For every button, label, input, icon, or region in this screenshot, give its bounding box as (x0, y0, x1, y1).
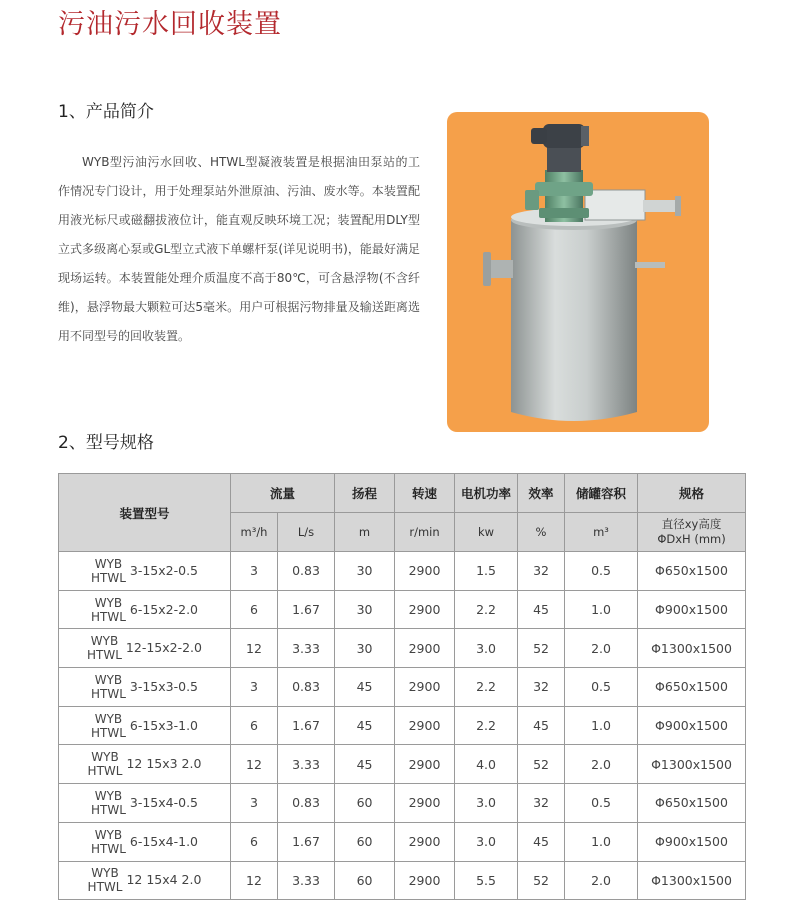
table-row (59, 822, 746, 861)
model-label (59, 828, 230, 856)
section-heading-intro: 1、产品简介 (58, 102, 154, 122)
unit-spec-line2: ΦDxH (mm) (657, 532, 726, 546)
model-prefix (88, 750, 123, 778)
cell-speed: 2900 (395, 629, 455, 668)
table-row (59, 745, 746, 784)
header-power: 电机功率 (455, 474, 518, 513)
cell-ls: 3.33 (278, 861, 335, 900)
model-label (59, 673, 230, 701)
model-prefix-top: WYB (90, 634, 119, 649)
cell-power: 3.0 (455, 822, 518, 861)
header-efficiency: 效率 (518, 474, 565, 513)
cell-m3h: 3 (231, 784, 278, 823)
cell-model (59, 784, 231, 823)
cell-eff: 52 (518, 861, 565, 900)
model-prefix-top: WYB (94, 711, 123, 726)
cell-ls: 0.83 (278, 668, 335, 707)
model-prefix-bottom: HTWL (87, 764, 123, 779)
cell-ls: 1.67 (278, 822, 335, 861)
cell-spec: Φ1300x1500 (638, 745, 746, 784)
model-prefix-bottom: HTWL (90, 609, 126, 624)
model-suffix: 6-15x2-2.0 (129, 601, 198, 617)
model-prefix-top: WYB (94, 595, 123, 610)
table-row (59, 668, 746, 707)
product-photo (447, 112, 709, 432)
cell-power: 3.0 (455, 784, 518, 823)
unit-capacity: m³ (565, 513, 638, 552)
cell-ls: 0.83 (278, 552, 335, 591)
cell-power: 2.2 (455, 668, 518, 707)
product-intro-text: WYB型污油污水回收、HTWL型凝液装置是根据油田泵站的工作情况专门设计，用于处理泵站外泄原油、污油、废水等。本装置配用液光标尺或磁翻拔液位计，能直观反映环境工况；装置配用DLY型立式多级离心泵或GL型立式液下单螺杆泵(详见说明书)，能最好满足现场运转。本装置能处理介质温度不高于80℃，可含悬浮物(不含纤维)，悬浮物最大颗粒可达5毫米。用户可根据污物排量及输送距离选用不同型号的回收装置。 (58, 155, 420, 343)
cell-model (59, 590, 231, 629)
model-prefix-bottom: HTWL (90, 686, 126, 701)
cell-spec: Φ900x1500 (638, 706, 746, 745)
cell-spec: Φ650x1500 (638, 668, 746, 707)
cell-eff: 45 (518, 590, 565, 629)
cell-eff: 45 (518, 706, 565, 745)
table-row (59, 552, 746, 591)
unit-flow-ls: L/s (278, 513, 335, 552)
cell-spec: Φ900x1500 (638, 822, 746, 861)
cell-m3h: 12 (231, 861, 278, 900)
model-label (59, 596, 230, 624)
cell-spec: Φ1300x1500 (638, 629, 746, 668)
cell-model (59, 861, 231, 900)
model-suffix: 12-15x2-2.0 (125, 640, 202, 656)
model-suffix: 3-15x2-0.5 (129, 562, 198, 578)
model-prefix-top: WYB (94, 672, 123, 687)
table-row (59, 784, 746, 823)
model-prefix-bottom: HTWL (90, 570, 126, 585)
cell-cap: 2.0 (565, 629, 638, 668)
cell-model (59, 629, 231, 668)
cell-power: 3.0 (455, 629, 518, 668)
header-flow: 流量 (231, 474, 335, 513)
cell-ls: 3.33 (278, 629, 335, 668)
cell-ls: 3.33 (278, 745, 335, 784)
model-prefix (91, 557, 126, 585)
unit-efficiency: % (518, 513, 565, 552)
cell-speed: 2900 (395, 822, 455, 861)
cell-cap: 0.5 (565, 784, 638, 823)
cell-power: 4.0 (455, 745, 518, 784)
model-suffix: 6-15x3-1.0 (129, 717, 198, 733)
cell-m3h: 12 (231, 745, 278, 784)
cell-cap: 0.5 (565, 668, 638, 707)
cell-head: 45 (335, 706, 395, 745)
table-row (59, 861, 746, 900)
model-prefix (91, 673, 126, 701)
cell-eff: 52 (518, 745, 565, 784)
model-prefix-top: WYB (94, 827, 123, 842)
model-prefix-bottom: HTWL (90, 841, 126, 856)
cell-eff: 32 (518, 784, 565, 823)
model-prefix-top: WYB (94, 556, 123, 571)
model-prefix-bottom: HTWL (90, 802, 126, 817)
model-prefix-bottom: HTWL (87, 648, 122, 663)
header-spec: 规格 (638, 474, 746, 513)
cell-cap: 1.0 (565, 706, 638, 745)
cell-power: 2.2 (455, 590, 518, 629)
cell-power: 2.2 (455, 706, 518, 745)
model-prefix-top: WYB (91, 866, 119, 881)
model-suffix: 12 15x3 2.0 (126, 756, 202, 772)
model-prefix (91, 596, 126, 624)
header-speed: 转速 (395, 474, 455, 513)
model-label (59, 712, 230, 740)
cell-head: 30 (335, 552, 395, 591)
cell-eff: 32 (518, 668, 565, 707)
cell-m3h: 6 (231, 590, 278, 629)
unit-speed: r/min (395, 513, 455, 552)
model-suffix: 12 15x4 2.0 (126, 872, 202, 888)
cell-m3h: 3 (231, 668, 278, 707)
model-label (59, 866, 230, 894)
model-prefix (91, 712, 126, 740)
cell-model (59, 745, 231, 784)
cell-head: 60 (335, 861, 395, 900)
cell-spec: Φ900x1500 (638, 590, 746, 629)
cell-ls: 1.67 (278, 706, 335, 745)
section-heading-specs: 2、型号规格 (58, 433, 154, 453)
cell-spec: Φ1300x1500 (638, 861, 746, 900)
cell-speed: 2900 (395, 590, 455, 629)
table-row (59, 629, 746, 668)
model-prefix (88, 866, 123, 894)
model-suffix: 3-15x3-0.5 (129, 678, 198, 694)
model-prefix (87, 634, 122, 662)
cell-spec: Φ650x1500 (638, 552, 746, 591)
spec-table-body (59, 552, 746, 900)
cell-cap: 0.5 (565, 552, 638, 591)
cell-head: 30 (335, 590, 395, 629)
unit-spec-line1: 直径xy高度 (661, 517, 722, 531)
model-label (59, 750, 230, 778)
model-label (59, 557, 230, 585)
cell-power: 5.5 (455, 861, 518, 900)
cell-m3h: 12 (231, 629, 278, 668)
table-row (59, 706, 746, 745)
model-suffix: 3-15x4-0.5 (129, 794, 198, 810)
page-title: 污油污水回收装置 (58, 9, 282, 40)
cell-cap: 2.0 (565, 745, 638, 784)
unit-flow-m3h: m³/h (231, 513, 278, 552)
cell-head: 60 (335, 784, 395, 823)
model-label (59, 634, 230, 662)
cell-m3h: 6 (231, 822, 278, 861)
unit-head: m (335, 513, 395, 552)
cell-eff: 52 (518, 629, 565, 668)
unit-spec (638, 513, 746, 552)
cell-m3h: 3 (231, 552, 278, 591)
cell-speed: 2900 (395, 784, 455, 823)
cell-head: 45 (335, 668, 395, 707)
model-prefix (91, 789, 126, 817)
cell-head: 60 (335, 822, 395, 861)
cell-head: 45 (335, 745, 395, 784)
model-prefix-bottom: HTWL (90, 725, 126, 740)
cell-model (59, 668, 231, 707)
recovery-device-illustration (447, 112, 709, 432)
model-label (59, 789, 230, 817)
unit-power: kw (455, 513, 518, 552)
cell-speed: 2900 (395, 745, 455, 784)
header-model: 装置型号 (59, 474, 231, 552)
cell-cap: 1.0 (565, 590, 638, 629)
model-prefix-bottom: HTWL (87, 880, 123, 895)
cell-power: 1.5 (455, 552, 518, 591)
cell-eff: 32 (518, 552, 565, 591)
cell-cap: 1.0 (565, 822, 638, 861)
cell-ls: 1.67 (278, 590, 335, 629)
header-head: 扬程 (335, 474, 395, 513)
cell-m3h: 6 (231, 706, 278, 745)
cell-speed: 2900 (395, 552, 455, 591)
cell-model (59, 822, 231, 861)
cell-spec: Φ650x1500 (638, 784, 746, 823)
model-prefix-top: WYB (94, 788, 123, 803)
model-spec-table (58, 473, 746, 900)
table-row (59, 590, 746, 629)
cell-model (59, 706, 231, 745)
model-suffix: 6-15x4-1.0 (129, 833, 198, 849)
model-prefix (91, 828, 126, 856)
header-capacity: 储罐容积 (565, 474, 638, 513)
cell-speed: 2900 (395, 861, 455, 900)
cell-cap: 2.0 (565, 861, 638, 900)
cell-model (59, 552, 231, 591)
cell-speed: 2900 (395, 668, 455, 707)
cell-speed: 2900 (395, 706, 455, 745)
cell-eff: 45 (518, 822, 565, 861)
cell-ls: 0.83 (278, 784, 335, 823)
model-prefix-top: WYB (91, 750, 119, 765)
cell-head: 30 (335, 629, 395, 668)
